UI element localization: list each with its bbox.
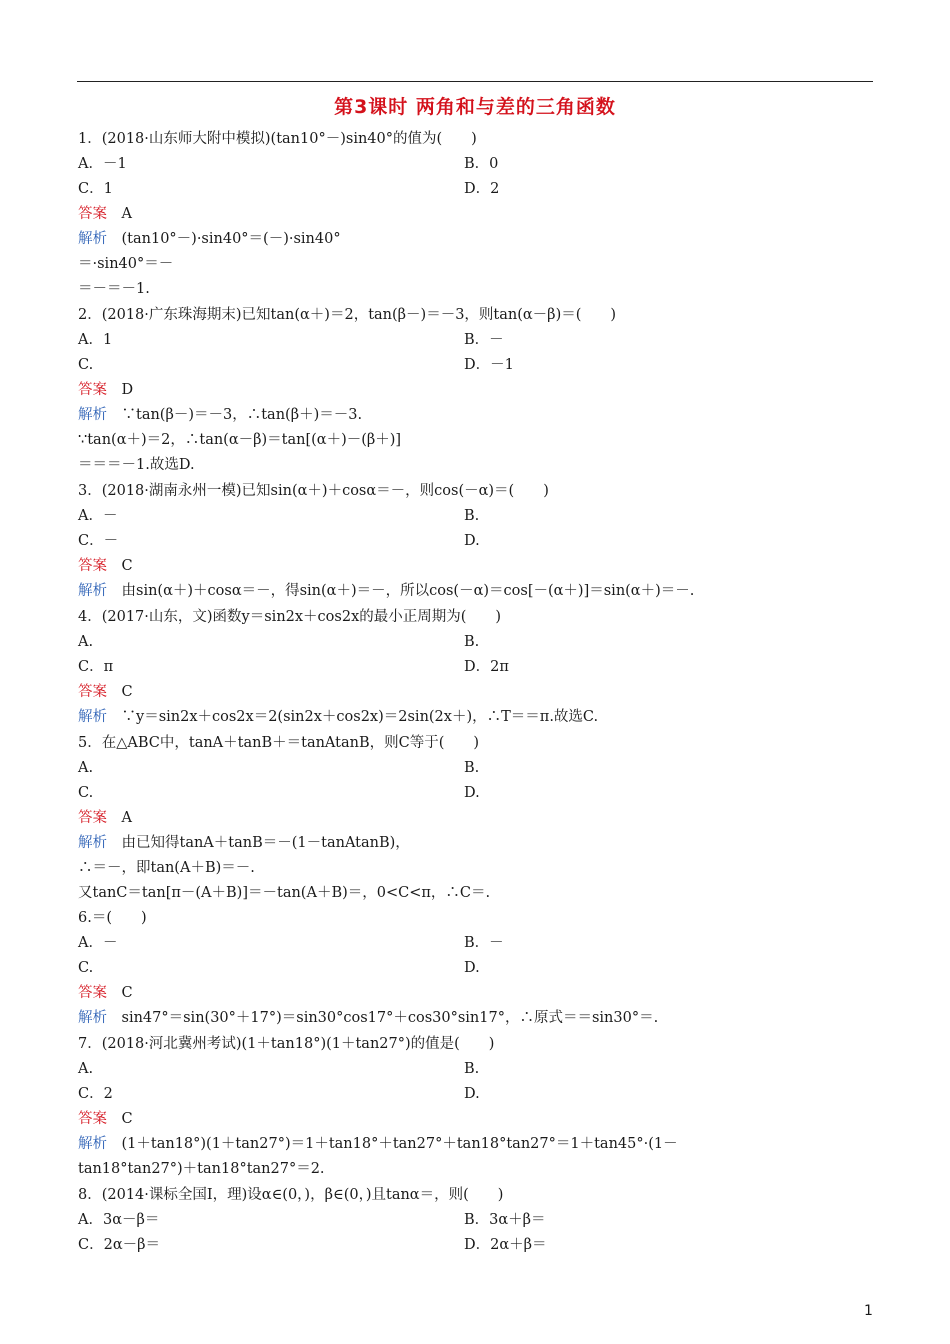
q8-option-c: C．2α－β＝ (78, 1237, 160, 1253)
q6-answer: 答案 C (78, 985, 133, 1001)
q6-option-a: A．－ (78, 935, 118, 951)
q2-option-b: B．－ (464, 332, 504, 348)
q3-stem: 3．(2018·湖南永州一模)已知sin(α＋)＋cosα＝－，则cos(－α)＝( ) (78, 483, 549, 499)
q7-option-d: D. (464, 1086, 480, 1102)
q2-answer: 答案 D (78, 382, 134, 398)
q2-analysis-line3: ＝＝＝－1.故选D. (78, 457, 195, 473)
q1-analysis-line2: ＝·sin40°＝－ (78, 256, 174, 272)
q1-analysis-line3: ＝－＝－1. (78, 281, 150, 297)
q7-analysis: 解析 (1＋tan18°)(1＋tan27°)＝1＋tan18°＋tan27°＋tan18°tan27°＝1＋tan45°·(1－ (78, 1136, 678, 1152)
q3-option-a: A．－ (78, 508, 118, 524)
q4-option-c: C．π (78, 659, 114, 675)
q3-answer: 答案 C (78, 558, 133, 574)
q3-option-d: D. (464, 533, 480, 549)
q3-option-c: C．－ (78, 533, 119, 549)
q1-option-d: D．2 (464, 181, 500, 197)
q3-option-b: B. (464, 508, 480, 524)
q7-analysis-line2: tan18°tan27°)＋tan18°tan27°＝2. (78, 1161, 325, 1177)
q8-option-a: A．3α－β＝ (78, 1212, 160, 1228)
q8-stem: 8．(2014·课标全国Ⅰ，理)设α∈(0，)，β∈(0，)且tanα＝，则( ) (78, 1187, 504, 1203)
q5-analysis: 解析 由已知得tanA＋tanB＝－(1－tanAtanB)， (78, 835, 410, 851)
q2-option-d: D．－1 (464, 357, 514, 373)
q2-option-c: C. (78, 357, 94, 373)
header-rule (77, 81, 873, 82)
q4-stem: 4．(2017·山东，文)函数y＝sin2x＋cos2x的最小正周期为( ) (78, 609, 502, 625)
q5-answer: 答案 A (78, 810, 132, 826)
q1-analysis: 解析 (tan10°－)·sin40°＝(－)·sin40° (78, 231, 341, 247)
q1-stem: 1．(2018·山东师大附中模拟)(tan10°－)sin40°的值为( ) (78, 131, 477, 147)
q4-analysis: 解析 ∵y＝sin2x＋cos2x＝2(sin2x＋cos2x)＝2sin(2x＋)，∴T＝＝π.故选C. (78, 709, 599, 725)
q6-analysis: 解析 sin47°＝sin(30°＋17°)＝sin30°cos17°＋cos30°sin17°，∴原式＝＝sin30°＝. (78, 1010, 659, 1026)
page-title: 第3课时 两角和与差的三角函数 (334, 96, 616, 118)
q7-answer: 答案 C (78, 1111, 133, 1127)
q2-stem: 2．(2018·广东珠海期末)已知tan(α＋)＝2，tan(β－)＝－3，则tan(α－β)＝( ) (78, 307, 617, 323)
q6-option-b: B．－ (464, 935, 504, 951)
q5-option-b: B. (464, 760, 480, 776)
q7-option-c: C．2 (78, 1086, 113, 1102)
q4-option-b: B. (464, 634, 480, 650)
q5-option-c: C. (78, 785, 94, 801)
q1-option-b: B．0 (464, 156, 499, 172)
q6-stem: 6.＝( ) (78, 910, 147, 926)
q3-analysis: 解析 由sin(α＋)＋cosα＝－，得sin(α＋)＝－，所以cos(－α)＝cos[－(α＋)]＝sin(α＋)＝－. (78, 583, 695, 599)
q1-option-a: A．－1 (78, 156, 127, 172)
q7-stem: 7．(2018·河北冀州考试)(1＋tan18°)(1＋tan27°)的值是( ) (78, 1036, 495, 1052)
page-number: 1 (864, 1303, 873, 1319)
q2-analysis-line2: ∵tan(α＋)＝2，∴tan(α－β)＝tan[(α＋)－(β＋)] (78, 432, 402, 448)
q4-option-a: A. (78, 634, 94, 650)
q4-option-d: D．2π (464, 659, 509, 675)
q7-option-a: A. (78, 1061, 94, 1077)
q5-analysis-line3: 又tanC＝tan[π－(A＋B)]＝－tan(A＋B)＝，0<C<π，∴C＝. (78, 885, 491, 901)
q1-option-c: C．1 (78, 181, 113, 197)
analysis-label: 解析 (78, 231, 107, 247)
q5-analysis-line2: ∴＝－，即tan(A＋B)＝－. (78, 860, 255, 876)
q2-analysis: 解析 ∵tan(β－)＝－3，∴tan(β＋)＝－3. (78, 407, 363, 423)
q6-option-d: D. (464, 960, 480, 976)
q8-option-d: D．2α＋β＝ (464, 1237, 547, 1253)
q2-option-a: A．1 (78, 332, 113, 348)
q5-option-a: A. (78, 760, 94, 776)
q6-option-c: C. (78, 960, 94, 976)
q5-option-d: D. (464, 785, 480, 801)
q7-option-b: B. (464, 1061, 480, 1077)
answer-label: 答案 (78, 206, 107, 222)
q4-answer: 答案 C (78, 684, 133, 700)
q5-stem: 5．在△ABC中，tanA＋tanB＋＝tanAtanB，则C等于( ) (78, 735, 480, 751)
q8-option-b: B．3α＋β＝ (464, 1212, 546, 1228)
q1-answer: 答案 A (78, 206, 132, 222)
